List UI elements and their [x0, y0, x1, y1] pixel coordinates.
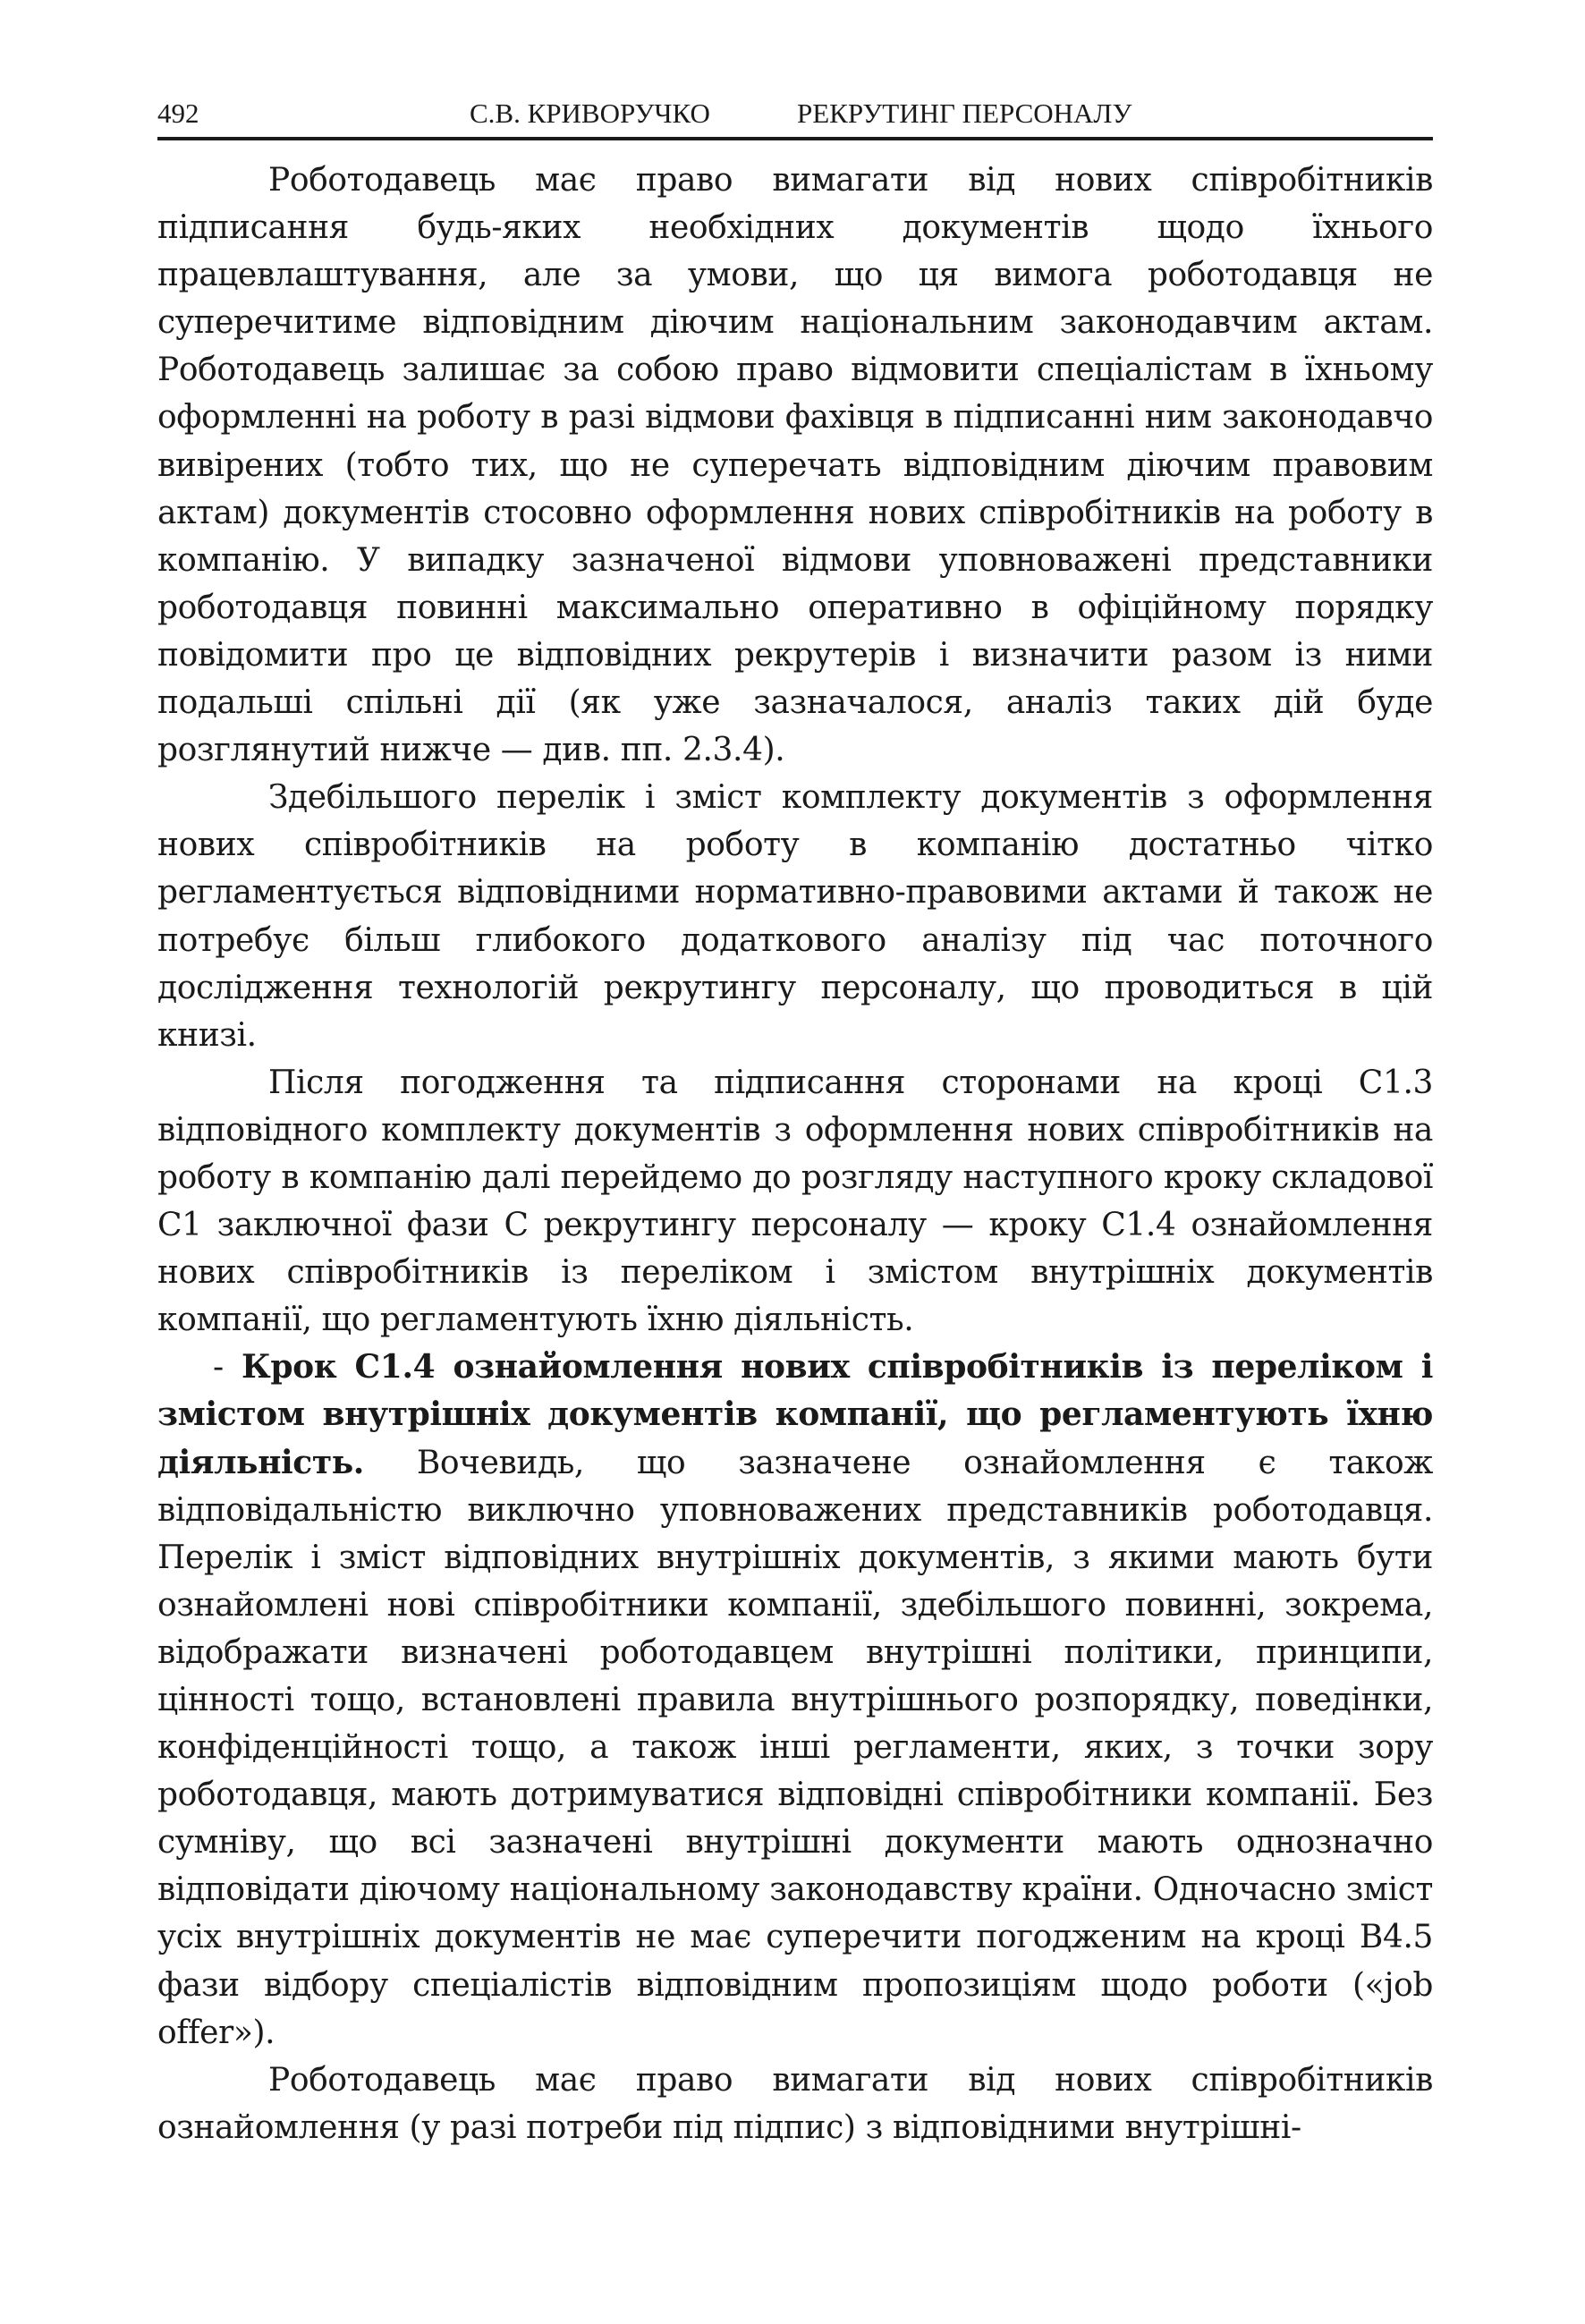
header-author: С.В. КРИВОРУЧКО [470, 98, 710, 129]
running-header [157, 94, 1433, 140]
paragraph: Після погодження та підписання сторонами на кроці С1.3 відповідного комплекту документів з оформлення нових співробітників на роботу в компанію далі перейдемо до розгляду наступного кроку складової С1 заключної фази С рекрутингу персоналу — кроку С1.4 ознайомлення нових співробітників із переліком і змістом внутрішніх документів компанії, що регламентують їхню діяльність. [157, 1064, 1433, 1339]
paragraph: Роботодавець має право вимагати від нових співробітників ознайомлення (у разі потреби під підпис) з відповідними внутрішні- [157, 2061, 1433, 2146]
header-book-title: РЕКРУТИНГ ПЕРСОНАЛУ [797, 98, 1132, 129]
body-text [157, 157, 1433, 2151]
step-paragraph [157, 1344, 1433, 2056]
document-page [157, 94, 1433, 2151]
step-text: Вочевидь, що зазначене ознайомлення є також відповідальністю виключно уповноважених представників роботодавця. Перелік і зміст відповідних внутрішніх документів, з якими мають бути ознайомлені нові співробітники компанії, здебільшого повинні, зокрема, відображати визначені роботодавцем внутрішні політики, принципи, цінності тощо, встановлені правила внутрішнього розпорядку, поведінки, конфіденційності тощо, а також інші регламенти, яких, з точки зору роботодавця, мають дотримуватися відповідні співробітники компанії. Без сумніву, що всі зазначені внутрішні документи мають однозначно відповідати діючому національному законодавству країни. Одночасно зміст усіх внутрішніх документів не має суперечити погодженим на кроці В4.5 фази відбору спеціалістів відповідним пропозиціям щодо роботи («job offer»). [157, 1444, 1433, 2051]
list-bullet: - [213, 1349, 224, 1387]
page-number: 492 [157, 98, 199, 129]
paragraph: Здебільшого перелік і зміст комплекту документів з оформлення нових співробітників на роботу в компанію достатньо чітко регламентується відповідними нормативно-правовими актами й також не потребує більш глибокого додаткового аналізу під час поточного дослідження технологій рекрутингу персоналу, що проводиться в цій книзі. [157, 779, 1433, 1054]
step-heading: Крок С1.4 ознайомлення нових співробітників із переліком і змістом внутрішніх документів компанії, що регламентують їхню діяльність. [157, 1348, 1433, 1481]
paragraph: Роботодавець має право вимагати від нових співробітників підписання будь-яких необхідних документів щодо їхнього працевлаштування, але за умови, що ця вимога роботодавця не суперечитиме відповідним діючим національним законодавчим актам. Роботодавець залишає за собою право відмовити спеціалістам в їхньому оформленні на роботу в разі відмови фахівця в підписанні ним законодавчо вивірених (тобто тих, що не суперечать відповідним діючим правовим актам) документів стосовно оформлення нових співробітників на роботу в компанію. У випадку зазначеної відмови уповноважені представники роботодавця повинні максимально оперативно в офіційному порядку повідомити про це відповідних рекрутерів і визначити разом із ними подальші спільні дії (як уже зазначалося, аналіз таких дій буде розглянутий нижче — див. пп. 2.3.4). [157, 162, 1433, 769]
